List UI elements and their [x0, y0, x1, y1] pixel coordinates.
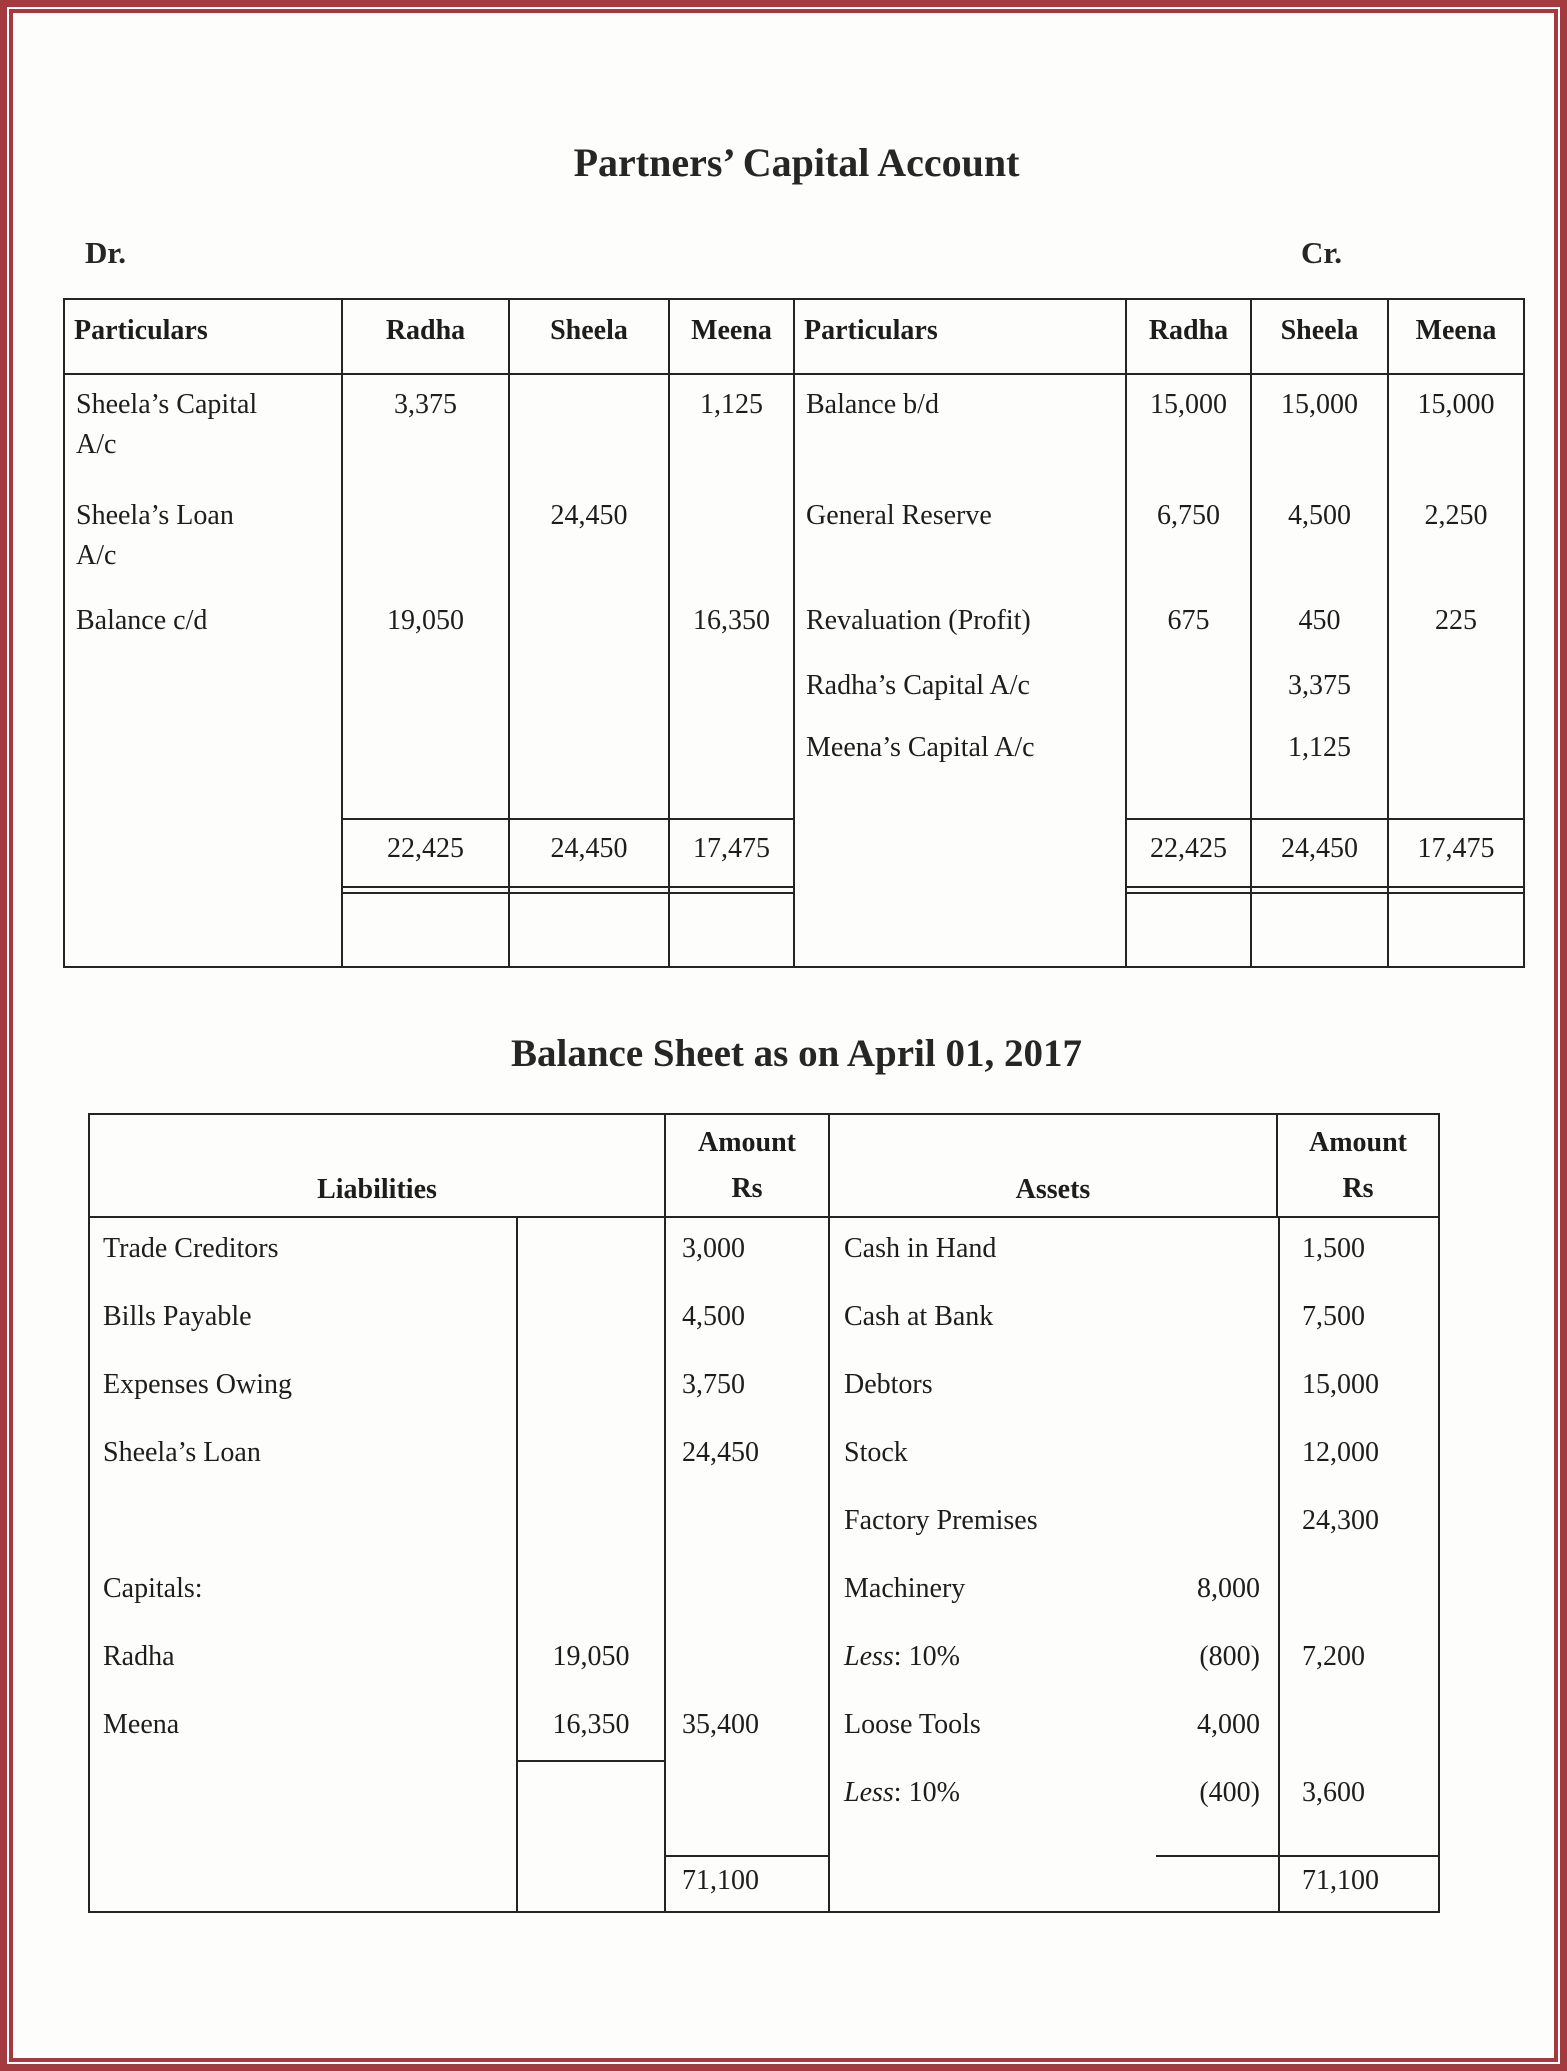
column-header-radha-credit: Radha: [1127, 300, 1252, 375]
capital-account-totals-row: [65, 818, 1523, 886]
asset-label-text: : 10%: [893, 1641, 960, 1672]
asset-label-text: Cash in Hand: [844, 1233, 997, 1264]
asset-label-text: Stock: [844, 1437, 908, 1468]
empty-cell: [65, 818, 343, 886]
ledger-entry-amount: 2,250: [1424, 500, 1488, 531]
ledger-entry-amount: 16,350: [693, 605, 770, 636]
column-header-particulars-debit: Particulars: [65, 300, 343, 375]
empty-cell: [1156, 1857, 1278, 1911]
ledger-entry-label: [65, 385, 341, 465]
balance-sheet-row: [90, 1354, 1438, 1422]
ledger-entry-amount: 1,125: [1288, 732, 1351, 763]
entry-line: Revaluation (Profit): [806, 605, 1031, 636]
entry-line: Meena’s Capital A/c: [806, 732, 1035, 763]
column-header-sheela-debit: Sheela: [510, 300, 670, 375]
asset-amount: 12,000: [1278, 1422, 1438, 1490]
liability-label: [90, 1762, 518, 1857]
column-header-sheela-credit: Sheela: [1252, 300, 1389, 375]
credit-particulars-column: [795, 375, 1127, 818]
asset-label-text: Factory Premises: [844, 1505, 1038, 1536]
credit-sheela-column: [1252, 375, 1389, 818]
liability-label: Capitals:: [90, 1558, 518, 1626]
debit-sheela-column: [510, 375, 670, 818]
ledger-entry-amount: 19,050: [387, 605, 464, 636]
capital-account-empty-row: [65, 894, 1523, 966]
empty-cell: [510, 894, 670, 966]
asset-amount: [1278, 1694, 1438, 1762]
empty-cell: [1389, 894, 1523, 966]
debit-side-label: Dr.: [85, 235, 127, 270]
ledger-entry-amount: 3,375: [394, 389, 457, 420]
liability-inner-amount: 19,050: [518, 1626, 666, 1694]
liability-amount: 24,450: [666, 1422, 830, 1490]
asset-inner-amount: [1156, 1218, 1278, 1286]
column-header-amount-liabilities: [666, 1115, 830, 1218]
balance-sheet-row: [90, 1218, 1438, 1286]
asset-amount: 7,200: [1278, 1626, 1438, 1694]
ledger-entry-amount: 450: [1298, 605, 1341, 636]
entry-line: Balance b/d: [806, 389, 939, 420]
asset-label-text: Loose Tools: [844, 1709, 981, 1740]
ledger-entry-amount: 225: [1435, 605, 1477, 636]
entry-line: General Reserve: [806, 500, 992, 531]
ledger-entry-label: [795, 601, 1125, 641]
entry-line: Sheela’s Capital: [76, 389, 258, 420]
capital-account-title: Partners’ Capital Account: [573, 140, 1020, 185]
asset-amount: 7,500: [1278, 1286, 1438, 1354]
asset-label-text: Debtors: [844, 1369, 933, 1400]
amount-label: Amount: [697, 1127, 796, 1158]
entry-line: Balance c/d: [76, 605, 208, 636]
asset-label: [830, 1490, 1156, 1558]
credit-side-label: Cr.: [1301, 235, 1343, 270]
liability-inner-amount: [518, 1354, 666, 1422]
balance-sheet-row: [90, 1422, 1438, 1490]
double-rule: [1127, 886, 1252, 894]
empty-cell: [65, 886, 343, 894]
liability-label: Expenses Owing: [90, 1354, 518, 1422]
ledger-entry-label: [795, 385, 1125, 425]
balance-sheet-row: [90, 1490, 1438, 1558]
double-rule: [670, 886, 795, 894]
liability-label: Meena: [90, 1694, 518, 1762]
balance-sheet-header-row: [90, 1115, 1438, 1218]
asset-inner-amount: [1156, 1286, 1278, 1354]
double-rule-row: [65, 886, 1523, 894]
debit-meena-column: [670, 375, 795, 818]
liability-amount: 3,750: [666, 1354, 830, 1422]
asset-label-text: Machinery: [844, 1573, 966, 1604]
credit-radha-column: [1127, 375, 1252, 818]
empty-cell: [65, 894, 343, 966]
liability-amount: [666, 1490, 830, 1558]
ledger-entry-label: [65, 601, 341, 641]
liability-inner-amount: [518, 1286, 666, 1354]
ledger-entry-label: [65, 496, 341, 576]
asset-amount: 15,000: [1278, 1354, 1438, 1422]
entry-line: Sheela’s Loan: [76, 500, 234, 531]
partners-capital-account-table: [63, 298, 1525, 968]
liability-label: [90, 1490, 518, 1558]
rs-label: Rs: [1342, 1173, 1374, 1204]
liability-amount: [666, 1558, 830, 1626]
double-rule: [343, 886, 510, 894]
asset-amount: 24,300: [1278, 1490, 1438, 1558]
liability-amount: [666, 1762, 830, 1857]
empty-cell: [90, 1857, 518, 1911]
asset-label: [830, 1354, 1156, 1422]
debit-radha-column: [343, 375, 510, 818]
asset-amount: 1,500: [1278, 1218, 1438, 1286]
asset-label-text: : 10%: [893, 1777, 960, 1808]
column-header-amount-assets: [1278, 1115, 1438, 1218]
liability-amount: [666, 1626, 830, 1694]
ledger-entry-label: [795, 728, 1125, 768]
liability-inner-amount: [518, 1490, 666, 1558]
empty-cell: [795, 886, 1127, 894]
column-header-radha-debit: Radha: [343, 300, 510, 375]
balance-sheet-row: [90, 1626, 1438, 1694]
liability-label: Radha: [90, 1626, 518, 1694]
balance-sheet-totals-row: [90, 1857, 1438, 1911]
empty-cell: [1127, 894, 1252, 966]
ledger-entry-amount: 15,000: [1417, 389, 1495, 420]
column-header-meena-credit: Meena: [1389, 300, 1523, 375]
asset-label: [830, 1286, 1156, 1354]
balance-sheet-row: [90, 1762, 1438, 1857]
ledger-entry-label: [795, 666, 1125, 706]
asset-inner-amount: 8,000: [1197, 1573, 1260, 1604]
asset-inner-amount: (400): [1156, 1762, 1278, 1857]
asset-inner-amount: [1156, 1354, 1278, 1422]
column-header-assets: Assets: [830, 1115, 1278, 1218]
liability-amount: 3,000: [666, 1218, 830, 1286]
asset-inner-amount: 4,000: [1197, 1709, 1260, 1740]
liability-amount: 4,500: [666, 1286, 830, 1354]
double-rule: [1389, 886, 1523, 894]
empty-cell: [343, 894, 510, 966]
liability-inner-amount: 16,350: [518, 1694, 666, 1762]
credit-meena-column: [1389, 375, 1523, 818]
entry-line: A/c: [76, 429, 117, 460]
total-amount: 22,425: [1127, 818, 1252, 886]
ledger-entry-amount: 1,125: [700, 389, 763, 420]
liability-label: Trade Creditors: [90, 1218, 518, 1286]
asset-label: [830, 1694, 1156, 1762]
document-page: [13, 13, 1554, 2058]
entry-line: A/c: [76, 540, 117, 571]
empty-cell: [518, 1857, 666, 1911]
balance-sheet-row: [90, 1558, 1438, 1626]
double-rule: [510, 886, 670, 894]
asset-label-italic: Less: [844, 1641, 894, 1672]
ledger-entry-amount: 24,450: [550, 500, 628, 531]
total-amount: 22,425: [343, 818, 510, 886]
asset-label: [830, 1218, 1156, 1286]
asset-label: [830, 1762, 1156, 1857]
total-amount: 17,475: [670, 818, 795, 886]
ledger-entry-amount: 6,750: [1157, 500, 1220, 531]
asset-label: [830, 1626, 1156, 1694]
empty-cell: [1252, 894, 1389, 966]
empty-cell: [670, 894, 795, 966]
asset-label-text: Cash at Bank: [844, 1301, 994, 1332]
rs-label: Rs: [731, 1173, 763, 1204]
double-rule: [1252, 886, 1389, 894]
amount-label: Amount: [1308, 1127, 1407, 1158]
asset-inner-amount: [1156, 1490, 1278, 1558]
ledger-entry-amount: 15,000: [1150, 389, 1227, 420]
liability-label: Sheela’s Loan: [90, 1422, 518, 1490]
liability-amount: 35,400: [666, 1694, 830, 1762]
column-header-meena-debit: Meena: [670, 300, 795, 375]
capital-account-body: [65, 375, 1523, 818]
asset-label: [830, 1558, 1156, 1626]
ledger-entry-amount: 4,500: [1288, 500, 1351, 531]
liability-inner-amount: [518, 1762, 666, 1857]
debit-particulars-column: [65, 375, 343, 818]
ledger-entry-amount: 675: [1167, 605, 1210, 636]
balance-sheet-row: [90, 1694, 1438, 1762]
liabilities-total: 71,100: [666, 1857, 830, 1911]
column-header-particulars-credit: Particulars: [795, 300, 1127, 375]
balance-sheet-title: Balance Sheet as on April 01, 2017: [511, 1032, 1082, 1075]
balance-sheet-row: [90, 1286, 1438, 1354]
assets-total: 71,100: [1278, 1857, 1438, 1911]
liability-inner-amount: [518, 1218, 666, 1286]
asset-inner-amount: [1156, 1422, 1278, 1490]
asset-label-italic: Less: [844, 1777, 894, 1808]
asset-amount: [1278, 1558, 1438, 1626]
total-amount: 24,450: [510, 818, 670, 886]
ledger-entry-amount: 15,000: [1281, 389, 1358, 420]
capital-account-header-row: [65, 300, 1523, 375]
liability-label: Bills Payable: [90, 1286, 518, 1354]
empty-cell: [795, 818, 1127, 886]
entry-line: Radha’s Capital A/c: [806, 670, 1030, 701]
empty-cell: [795, 894, 1127, 966]
ledger-entry-amount: 3,375: [1288, 670, 1351, 701]
column-header-liabilities: Liabilities: [90, 1115, 666, 1218]
liability-inner-amount: [518, 1558, 666, 1626]
asset-label: [830, 1422, 1156, 1490]
liability-inner-amount: [518, 1422, 666, 1490]
empty-cell: [830, 1857, 1156, 1911]
asset-amount: 3,600: [1278, 1762, 1438, 1857]
total-amount: 24,450: [1252, 818, 1389, 886]
total-amount: 17,475: [1389, 818, 1523, 886]
ledger-entry-label: [795, 496, 1125, 536]
balance-sheet-table: [88, 1113, 1440, 1913]
asset-inner-amount: (800): [1199, 1641, 1260, 1672]
